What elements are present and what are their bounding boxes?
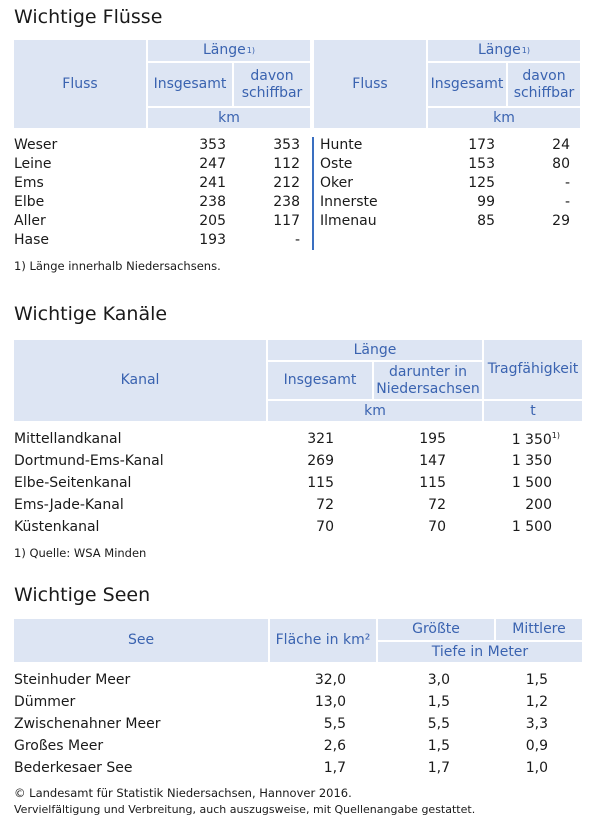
canal-name: Küstenkanal — [14, 519, 100, 535]
river-total: 125 — [468, 175, 495, 191]
rivers-header-length-right — [428, 40, 580, 61]
copyright-line-2: Vervielfältigung und Verbreitung, auch auszugsweise, mit Quellenangabe gestattet. — [14, 803, 476, 816]
rivers-header-sub-left: davon schiffbar — [234, 63, 310, 106]
canal-total: 321 — [307, 431, 334, 447]
rivers-header-total-left: Insgesamt — [148, 63, 232, 106]
river-name: Leine — [14, 156, 52, 172]
lake-mean-depth: 1,2 — [525, 694, 548, 710]
river-name: Hunte — [320, 137, 363, 153]
lakes-header-name: See — [14, 619, 268, 662]
copyright-line-1: © Landesamt für Statistik Niedersachsen, Hannover 2016. — [14, 786, 352, 800]
lake-name: Großes Meer — [14, 738, 104, 754]
lakes-header-area: Fläche in km² — [270, 619, 376, 662]
canals-header-unit-length: km — [268, 401, 482, 421]
river-sub: 212 — [273, 175, 300, 191]
river-sub: 29 — [552, 213, 570, 229]
canal-total: 70 — [316, 519, 334, 535]
lake-max-depth: 1,5 — [427, 694, 450, 710]
rivers-header-total-right: Insgesamt — [428, 63, 506, 106]
canal-total: 72 — [316, 497, 334, 513]
canal-capacity: 1 500 — [511, 475, 552, 491]
lakes-header-depth-unit: Tiefe in Meter — [378, 642, 582, 662]
river-sub: 24 — [552, 137, 570, 153]
rivers-header-length-sup: 1) — [246, 45, 255, 55]
rivers-column-divider — [312, 137, 314, 250]
river-name: Elbe — [14, 194, 45, 210]
rivers-header-unit-right: km — [428, 108, 580, 128]
canals-title: Wichtige Kanäle — [14, 303, 168, 325]
rivers-header-name-left: Fluss — [14, 40, 146, 128]
canal-sub: 72 — [428, 497, 446, 513]
river-name: Aller — [14, 213, 46, 229]
lakes-title: Wichtige Seen — [14, 584, 151, 606]
lake-mean-depth: 1,5 — [525, 672, 548, 688]
river-total: 241 — [199, 175, 226, 191]
canals-footnote: 1) Quelle: WSA Minden — [14, 546, 147, 560]
rivers-header-length-label: Länge — [203, 42, 246, 59]
lake-area: 2,6 — [323, 738, 346, 754]
river-total: 173 — [468, 137, 495, 153]
river-sub: 112 — [273, 156, 300, 172]
lake-name: Bederkesaer See — [14, 760, 133, 776]
river-total: 353 — [199, 137, 226, 153]
canals-header-name: Kanal — [14, 340, 266, 421]
canals-header-sub: darunter in Niedersachsen — [374, 362, 482, 399]
river-sub: 80 — [552, 156, 570, 172]
river-name: Oker — [320, 175, 353, 191]
lake-area: 13,0 — [314, 694, 346, 710]
river-name: Ilmenau — [320, 213, 377, 229]
river-total: 193 — [199, 232, 226, 248]
lake-area: 32,0 — [314, 672, 346, 688]
canal-capacity: 1 500 — [511, 519, 552, 535]
lake-mean-depth: 3,3 — [525, 716, 548, 732]
lake-name: Zwischenahner Meer — [14, 716, 161, 732]
canal-sub: 195 — [419, 431, 446, 447]
rivers-header-sub-right: davon schiffbar — [508, 63, 580, 106]
river-name: Hase — [14, 232, 50, 248]
lake-mean-depth: 0,9 — [525, 738, 548, 754]
canal-sub: 70 — [428, 519, 446, 535]
lakes-header-mean: Mittlere — [496, 619, 582, 640]
rivers-header-name-right: Fluss — [314, 40, 426, 128]
rivers-header-length-left — [148, 40, 310, 61]
canal-capacity: 1 350 — [511, 453, 552, 469]
canal-capacity: 200 — [525, 497, 552, 513]
rivers-header-length-sup: 1) — [521, 45, 530, 55]
canal-total: 115 — [307, 475, 334, 491]
lake-mean-depth: 1,0 — [525, 760, 548, 776]
river-total: 238 — [199, 194, 226, 210]
canal-name: Mittellandkanal — [14, 431, 122, 447]
lake-max-depth: 1,5 — [427, 738, 450, 754]
river-name: Ems — [14, 175, 44, 191]
canal-sub: 147 — [419, 453, 446, 469]
canal-capacity — [484, 431, 560, 448]
river-total: 153 — [468, 156, 495, 172]
canal-sub: 115 — [419, 475, 446, 491]
canal-capacity-value: 1 350 — [511, 432, 552, 448]
canals-header-length: Länge — [268, 340, 482, 360]
rivers-footnote: 1) Länge innerhalb Niedersachsens. — [14, 259, 221, 273]
canals-header-total: Insgesamt — [268, 362, 372, 399]
lake-name: Dümmer — [14, 694, 76, 710]
river-sub: - — [294, 232, 300, 248]
rivers-header-unit-left: km — [148, 108, 310, 128]
river-sub: 238 — [273, 194, 300, 210]
canal-capacity-footnote-mark: 1) — [551, 431, 560, 440]
rivers-title: Wichtige Flüsse — [14, 6, 163, 28]
lake-area: 5,5 — [323, 716, 346, 732]
canal-name: Ems-Jade-Kanal — [14, 497, 124, 513]
rivers-header-length-label: Länge — [478, 42, 521, 59]
river-sub: 117 — [273, 213, 300, 229]
river-name: Oste — [320, 156, 353, 172]
river-total: 99 — [477, 194, 495, 210]
river-sub: - — [564, 194, 570, 210]
canals-header-unit-capacity: t — [484, 401, 582, 421]
canal-name: Elbe-Seitenkanal — [14, 475, 132, 491]
lake-name: Steinhuder Meer — [14, 672, 131, 688]
canal-name: Dortmund-Ems-Kanal — [14, 453, 164, 469]
lakes-header-max: Größte — [378, 619, 494, 640]
river-sub: - — [564, 175, 570, 191]
river-name: Weser — [14, 137, 58, 153]
canal-total: 269 — [307, 453, 334, 469]
lake-max-depth: 1,7 — [427, 760, 450, 776]
river-total: 85 — [477, 213, 495, 229]
river-sub: 353 — [273, 137, 300, 153]
lake-max-depth: 5,5 — [427, 716, 450, 732]
river-total: 205 — [199, 213, 226, 229]
lake-area: 1,7 — [323, 760, 346, 776]
river-total: 247 — [199, 156, 226, 172]
river-name: Innerste — [320, 194, 378, 210]
lake-max-depth: 3,0 — [427, 672, 450, 688]
canals-header-capacity: Tragfähigkeit — [484, 340, 582, 399]
